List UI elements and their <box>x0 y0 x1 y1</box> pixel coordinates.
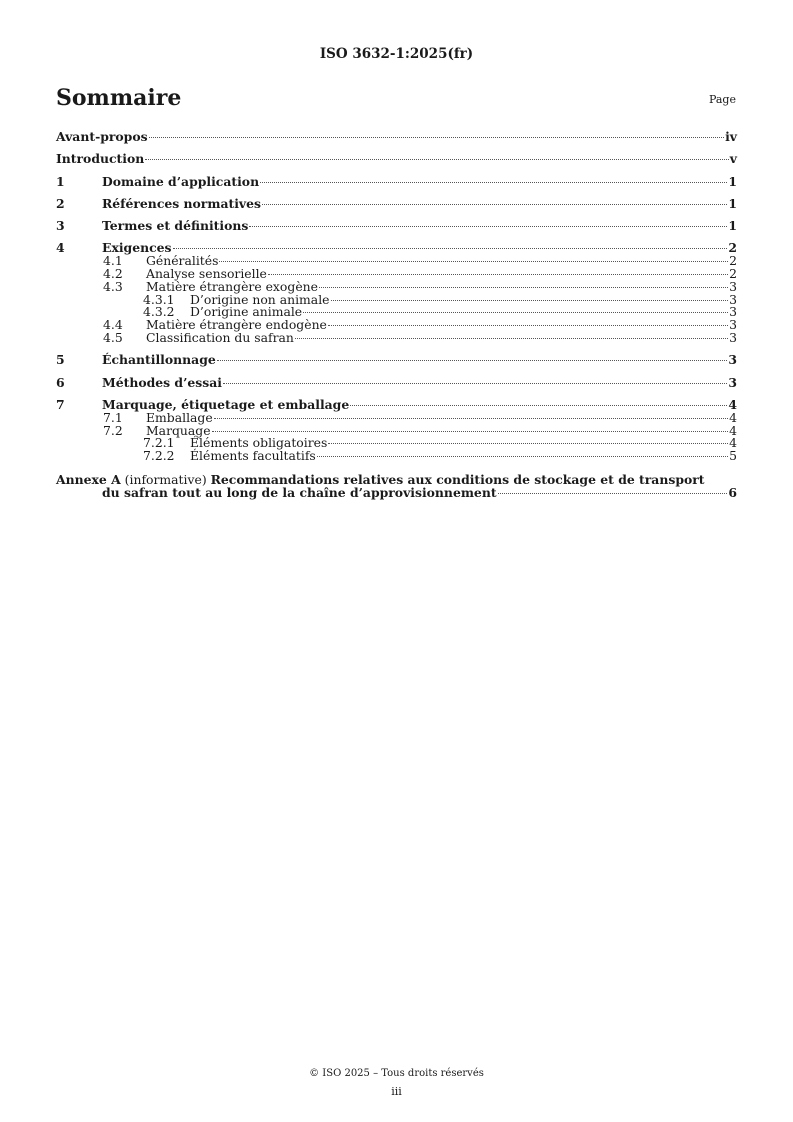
dot-leader <box>268 274 728 275</box>
toc-entry-3[interactable] <box>56 220 737 233</box>
dot-leader <box>319 287 728 288</box>
dot-leader <box>295 338 728 339</box>
document-header: ISO 3632-1:2025(fr) <box>319 46 474 62</box>
toc-page-number: 4 <box>729 435 737 451</box>
toc-entry-number: 2 <box>56 195 65 211</box>
toc-entry-1[interactable] <box>56 173 737 189</box>
toc-entry-text: Analyse sensorielle <box>146 266 267 282</box>
toc-entry-text: Éléments facultatifs <box>190 448 316 464</box>
dot-leader <box>328 325 728 326</box>
toc-entry-text: Matière étrangère exogène <box>146 278 318 294</box>
toc-entry-number: 4.3 <box>103 278 123 294</box>
toc-entry-avant-propos[interactable] <box>56 131 737 144</box>
toc-entry-number: 4 <box>56 240 65 256</box>
toc-entry-text: Introduction <box>56 151 145 167</box>
toc-page-number: 3 <box>728 352 737 368</box>
dot-leader <box>331 300 729 301</box>
dot-leader <box>214 418 728 419</box>
copyright-footer: © ISO 2025 – Tous droits réservés <box>309 1068 484 1079</box>
toc-entry-number: 4.2 <box>103 266 123 282</box>
toc-page-number: 1 <box>728 218 737 234</box>
toc-page-number: 3 <box>728 374 737 390</box>
toc-page-number: 3 <box>729 278 737 294</box>
toc-page-number: 6 <box>728 485 737 501</box>
toc-page-number: 4 <box>729 409 737 425</box>
toc-entry-number: 5 <box>56 352 65 368</box>
annex-type: (informative) <box>124 472 207 488</box>
toc-entry-text: Exigences <box>102 240 172 256</box>
toc-entry-number: 7.1 <box>103 409 123 425</box>
toc-page-number: 3 <box>729 330 737 346</box>
toc-page-number: 4 <box>728 396 737 412</box>
dot-leader <box>350 405 727 406</box>
dot-leader <box>149 137 725 138</box>
toc-entry-text: Termes et définitions <box>102 218 249 234</box>
toc-entry-text: Classification du safran <box>146 330 294 346</box>
dot-leader <box>217 360 728 361</box>
dot-leader <box>317 456 728 457</box>
toc-page-number: iv <box>725 129 737 144</box>
toc-page-number: 4 <box>729 422 737 438</box>
toc-entry-text: Matière étrangère endogène <box>146 317 327 333</box>
dot-leader <box>303 312 728 313</box>
toc-page-number: 3 <box>729 304 737 320</box>
toc-page-number: 2 <box>729 253 737 269</box>
toc-entry-text: Éléments obligatoires <box>190 435 328 451</box>
toc-entry-text: Méthodes d’essai <box>102 374 222 390</box>
page-title: Sommaire <box>56 85 182 111</box>
toc-entry-number: 7.2.1 <box>143 435 175 451</box>
toc-page-number: 5 <box>729 448 737 464</box>
toc-entry-text: Généralités <box>146 253 219 269</box>
dot-leader <box>328 443 728 444</box>
table-of-contents <box>56 131 737 500</box>
footer-page-number: iii <box>391 1085 402 1098</box>
annex-title-continuation <box>56 487 737 500</box>
toc-entry-text: Avant-propos <box>56 129 148 144</box>
dot-leader <box>262 204 727 205</box>
toc-page-number: 2 <box>728 240 737 256</box>
toc-entry-number: 7.2.2 <box>143 448 175 464</box>
toc-page-number: 3 <box>729 291 737 307</box>
toc-page-number: 1 <box>728 173 737 189</box>
toc-entry-introduction[interactable] <box>56 153 737 166</box>
toc-entry-text: Domaine d’application <box>102 173 260 189</box>
dot-leader <box>173 248 728 249</box>
toc-entry-number: 4.3.2 <box>143 304 175 320</box>
toc-entry-4-5[interactable] <box>56 332 737 345</box>
toc-entry-2[interactable] <box>56 195 737 211</box>
toc-entry-text: Emballage <box>146 409 213 425</box>
dot-leader <box>249 226 727 227</box>
dot-leader <box>212 431 729 432</box>
toc-entry-6[interactable] <box>56 374 737 390</box>
toc-entry-number: 4.3.1 <box>143 291 175 307</box>
toc-entry-text: D’origine non animale <box>190 291 330 307</box>
annex-title-line-2: du safran tout au long de la chaîne d’approvisionnement <box>102 485 497 501</box>
toc-page-number: 2 <box>729 266 737 282</box>
dot-leader <box>145 159 729 160</box>
toc-entry-text: Marquage <box>146 422 211 438</box>
annex-label: Annexe A <box>56 472 121 488</box>
page-column-label: Page <box>708 93 736 106</box>
annex-title-line-1: Recommandations relatives aux conditions de stockage et de transport <box>210 472 705 488</box>
toc-page-number: 1 <box>728 195 737 211</box>
toc-entry-text: D’origine animale <box>190 304 303 320</box>
toc-entry-number: 7.2 <box>103 422 123 438</box>
toc-entry-text: Références normatives <box>102 195 261 211</box>
toc-entry-number: 4.1 <box>103 253 123 269</box>
toc-entry-number: 1 <box>56 173 65 189</box>
toc-entry-number: 3 <box>56 218 65 234</box>
toc-page-number: v <box>729 151 737 167</box>
toc-entry-7-2-2[interactable] <box>56 450 737 463</box>
toc-entry-number: 6 <box>56 374 65 390</box>
dot-leader <box>223 383 727 384</box>
toc-entry-5[interactable] <box>56 354 737 367</box>
dot-leader <box>260 182 727 183</box>
toc-entry-number: 4.5 <box>103 330 123 346</box>
toc-entry-number: 7 <box>56 396 65 412</box>
toc-entry-annex-a[interactable] <box>56 472 737 500</box>
toc-entry-number: 4.4 <box>103 317 123 333</box>
toc-entry-text: Échantillonnage <box>102 352 216 368</box>
toc-entry-text: Marquage, étiquetage et emballage <box>102 396 350 412</box>
dot-leader <box>219 261 728 262</box>
toc-page-number: 3 <box>729 317 737 333</box>
dot-leader <box>498 493 728 494</box>
